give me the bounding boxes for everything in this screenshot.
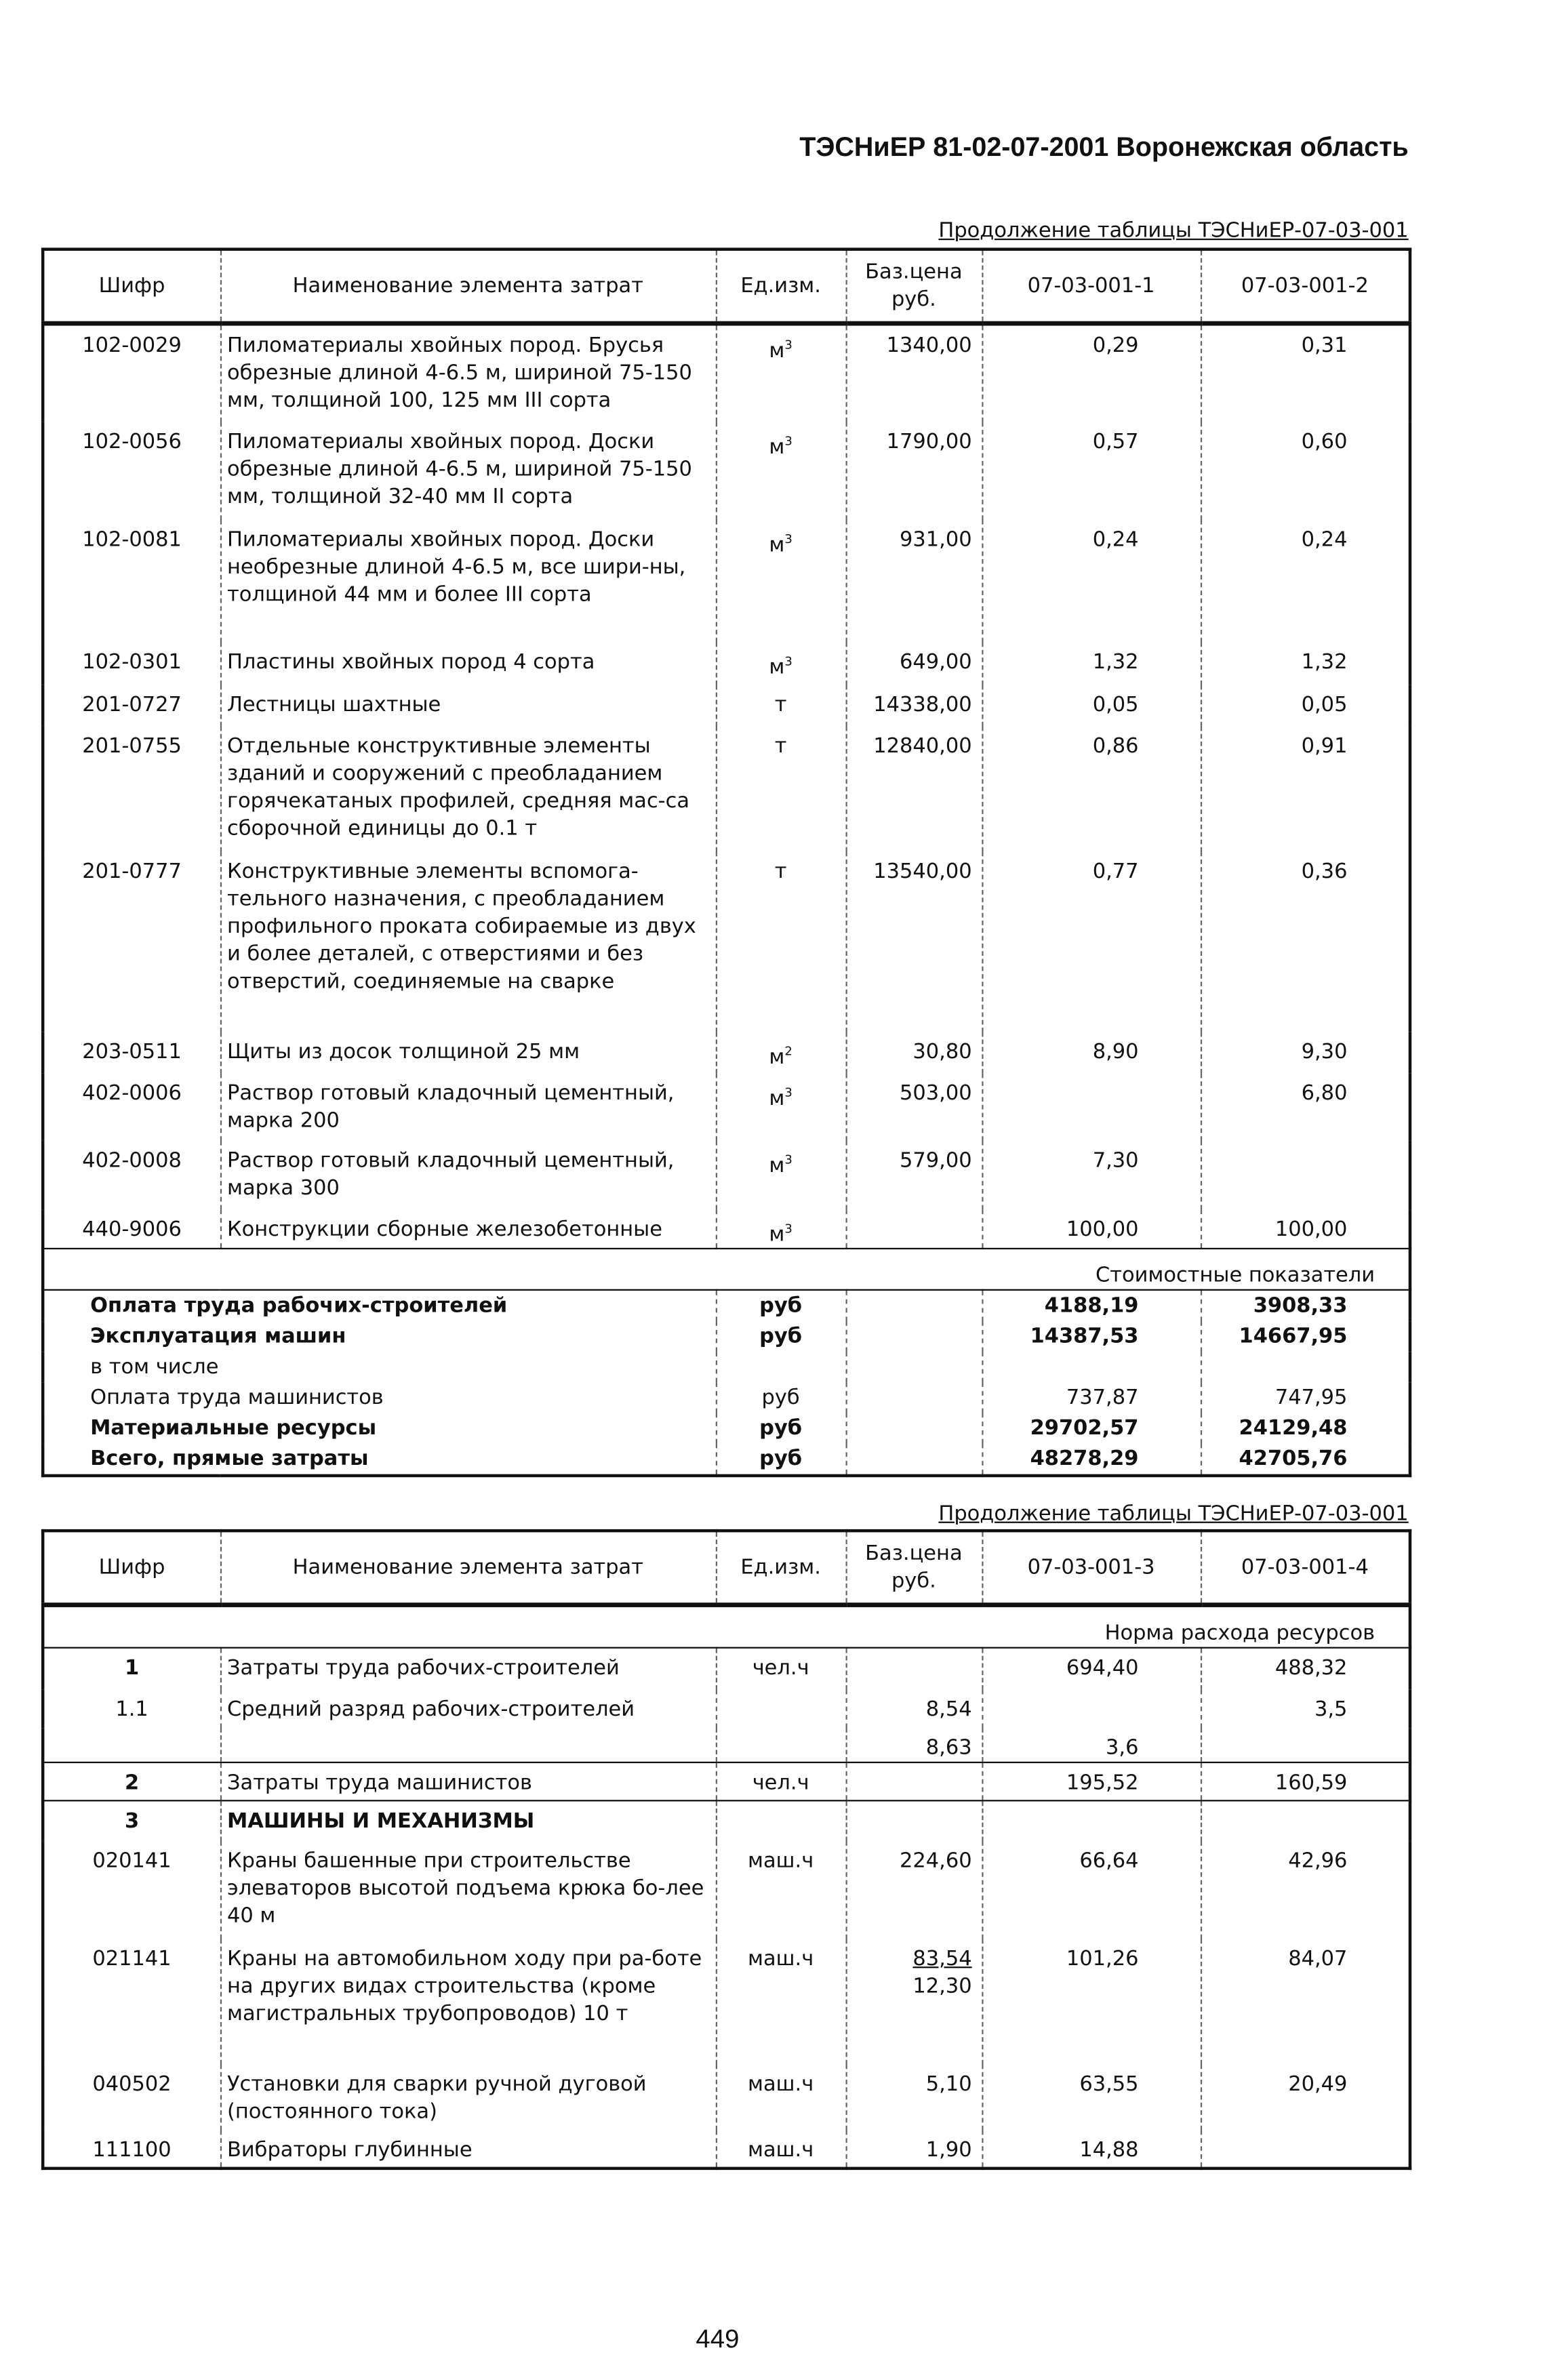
table-row (43, 1032, 1410, 1073)
cell-unit (716, 1648, 846, 1689)
unit-text: м (769, 434, 785, 459)
cell-code: 1.1 (115, 1696, 148, 1722)
cell-code: 020141 (92, 1849, 172, 1874)
table-row (43, 851, 1410, 1031)
table-row (43, 1073, 1410, 1140)
cell-name: Щиты из досок толщиной 25 мм (220, 1032, 716, 1073)
cell-v2: 0,05 (1201, 685, 1410, 726)
cell-v1: 66,64 (982, 1841, 1201, 1939)
table-row (43, 2130, 1410, 2168)
cell-v1: 0,57 (982, 422, 1201, 519)
cost-value-1: 737,87 (982, 1382, 1201, 1413)
table-row (43, 422, 1410, 519)
cell-code: 040502 (92, 2072, 172, 2097)
cell-unit (716, 2130, 846, 2168)
section-row (43, 1249, 1410, 1290)
column-header-v1: 07-03-001-1 (982, 249, 1201, 323)
table-row (43, 1939, 1410, 2064)
cell-code: 201-0727 (82, 691, 182, 717)
unit-text: т (774, 691, 787, 717)
table-row (43, 1727, 1410, 1762)
cell-name: Затраты труда рабочих-строителей (220, 1648, 716, 1689)
column-header-code: Шифр (43, 249, 220, 323)
cell-unit (716, 519, 846, 641)
cell-v2: 100,00 (1201, 1209, 1410, 1249)
cell-v2: 84,07 (1201, 1939, 1410, 2064)
cell-price: 5,10 (846, 2064, 982, 2130)
unit-text: м (769, 1152, 785, 1178)
cell-unit (716, 685, 846, 726)
cell-v1: 195,52 (982, 1762, 1201, 1800)
cell-v1: 8,90 (982, 1032, 1201, 1073)
table-row (43, 1209, 1410, 1249)
cell-v1: 100,00 (982, 1209, 1201, 1249)
resource-table-1 (41, 247, 1411, 1477)
price-value-secondary: 12,30 (912, 1974, 972, 1999)
cost-unit (716, 1352, 846, 1382)
cell-name: Конструкции сборные железобетонные (220, 1209, 716, 1249)
cost-row (43, 1444, 1410, 1476)
cost-name: Всего, прямые затраты (90, 1447, 369, 1472)
unit-exponent: 3 (784, 338, 792, 352)
cell-price: 30,80 (846, 1032, 982, 1073)
cell-unit (716, 641, 846, 684)
cell-code: 021141 (92, 1946, 172, 1971)
cost-price (846, 1352, 982, 1382)
cell-unit (716, 1032, 846, 1073)
cell-v1: 0,77 (982, 851, 1201, 1031)
cell-name: Средний разряд рабочих-строителей (220, 1689, 716, 1727)
cost-value-2: 42705,76 (1201, 1444, 1410, 1476)
section-label: Стоимостные показатели (43, 1249, 1410, 1290)
document-title: ТЭСНиЕР 81-02-07-2001 Воронежская область (799, 132, 1409, 163)
column-header-v2: 07-03-001-2 (1201, 249, 1410, 323)
unit-text: т (774, 858, 787, 883)
cell-v1 (982, 1689, 1201, 1727)
cell-unit (716, 851, 846, 1031)
cell-name: Пиломатериалы хвойных пород. Доски обрезные длиной 4-6.5 м, шириной 75-150 мм, толщиной 32-40 мм II сорта (220, 422, 716, 519)
table-row (43, 685, 1410, 726)
cell-v1: 63,55 (982, 2064, 1201, 2130)
unit-text: м (769, 1085, 785, 1110)
cell-code: 111100 (92, 2137, 172, 2162)
cell-v1: 0,29 (982, 323, 1201, 421)
cost-name: Материальные ресурсы (90, 1415, 377, 1441)
cell-price (846, 1800, 982, 1841)
cost-value-1: 14387,53 (982, 1321, 1201, 1352)
cell-unit (716, 1727, 846, 1762)
cell-name: Затраты труда машинистов (220, 1762, 716, 1800)
cell-name: Конструктивные элементы вспомога-тельного назначения, с преобладанием профильного проката собираемые из двух и более деталей, с отверстиями и без отверстий, соединяемые на сварке (220, 851, 716, 1031)
cost-price (846, 1444, 982, 1476)
cell-v1: 3,6 (982, 1727, 1201, 1762)
cell-v1: 0,05 (982, 685, 1201, 726)
column-header-name: Наименование элемента затрат (220, 1531, 716, 1605)
cell-v2: 1,32 (1201, 641, 1410, 684)
cell-price: 8,63 (846, 1727, 982, 1762)
cost-value-1: 4188,19 (982, 1290, 1201, 1321)
cell-code: 102-0081 (82, 527, 182, 552)
cell-v2 (1201, 1140, 1410, 1209)
cell-v2 (1201, 1800, 1410, 1841)
cell-v2: 20,49 (1201, 2064, 1410, 2130)
unit-text: чел.ч (752, 1770, 809, 1795)
unit-text: м (769, 1222, 785, 1247)
cell-v1: 7,30 (982, 1140, 1201, 1209)
cell-name: Раствор готовый кладочный цементный, марка 200 (220, 1073, 716, 1140)
cell-name: Краны на автомобильном ходу при ра-боте на других видах строительства (кроме магистральных трубопроводов) 10 т (220, 1939, 716, 2064)
cell-unit (716, 422, 846, 519)
cell-v2: 3,5 (1201, 1689, 1410, 1727)
unit-exponent: 2 (784, 1043, 792, 1057)
cell-code: 3 (43, 1800, 220, 1841)
table-row (43, 519, 1410, 641)
resource-table-2 (41, 1529, 1411, 2170)
cost-value-1 (982, 1352, 1201, 1382)
cost-value-2: 14667,95 (1201, 1321, 1410, 1352)
cell-code: 440-9006 (82, 1216, 182, 1241)
cell-name: Лестницы шахтные (220, 685, 716, 726)
table-row (43, 323, 1410, 421)
cell-name: Установки для сварки ручной дуговой (постоянного тока) (220, 2064, 716, 2130)
cost-value-2: 747,95 (1201, 1382, 1410, 1413)
table-row (43, 1762, 1410, 1800)
cell-v1: 1,32 (982, 641, 1201, 684)
cell-code: 102-0301 (82, 649, 182, 674)
column-header-unit: Ед.изм. (716, 249, 846, 323)
cell-price: 503,00 (846, 1073, 982, 1140)
cell-price: 224,60 (846, 1841, 982, 1939)
table-row (43, 725, 1410, 851)
cost-name: Оплата труда машинистов (90, 1385, 384, 1410)
cost-name: Оплата труда рабочих-строителей (90, 1293, 508, 1318)
cell-v1: 14,88 (982, 2130, 1201, 2168)
cell-code: 102-0029 (82, 333, 182, 358)
unit-exponent: 3 (784, 1221, 792, 1235)
cell-v1 (982, 1800, 1201, 1841)
price-value: 83,54 (912, 1946, 972, 1971)
cell-price: 931,00 (846, 519, 982, 641)
cost-row (43, 1321, 1410, 1352)
column-header-v2: 07-03-001-4 (1201, 1531, 1410, 1605)
cell-v2: 42,96 (1201, 1841, 1410, 1939)
table-row (43, 1140, 1410, 1209)
cell-name: Пиломатериалы хвойных пород. Брусья обрезные длиной 4-6.5 м, шириной 75-150 мм, толщиной 100, 125 мм III сорта (220, 323, 716, 421)
cost-price (846, 1290, 982, 1321)
cell-name: Раствор готовый кладочный цементный, марка 300 (220, 1140, 716, 1209)
column-header-v1: 07-03-001-3 (982, 1531, 1201, 1605)
cell-price: 13540,00 (846, 851, 982, 1031)
cell-price: 579,00 (846, 1140, 982, 1209)
cell-code: 203-0511 (82, 1038, 182, 1064)
cell-price: 12840,00 (846, 725, 982, 851)
cell-code: 1 (124, 1656, 140, 1681)
column-header-name: Наименование элемента затрат (220, 249, 716, 323)
cell-price (846, 1209, 982, 1249)
cell-unit (716, 1689, 846, 1727)
cell-unit (716, 1073, 846, 1140)
table-row (43, 1648, 1410, 1689)
cell-name: МАШИНЫ И МЕХАНИЗМЫ (220, 1800, 716, 1841)
cell-unit (716, 1800, 846, 1841)
table1-caption: Продолжение таблицы ТЭСНиЕР-07-03-001 (938, 218, 1409, 243)
cost-price (846, 1413, 982, 1443)
section-label: Норма расхода ресурсов (43, 1605, 1410, 1648)
unit-exponent: 3 (784, 653, 792, 668)
cell-price: 649,00 (846, 641, 982, 684)
cost-unit: руб (716, 1413, 846, 1443)
cell-price: 1,90 (846, 2130, 982, 2168)
unit-text: маш.ч (748, 1849, 814, 1874)
cell-unit (716, 1140, 846, 1209)
cost-value-1: 29702,57 (982, 1413, 1201, 1443)
cell-price (846, 1762, 982, 1800)
cost-value-2 (1201, 1352, 1410, 1382)
cell-code: 201-0777 (82, 858, 182, 883)
column-header-code: Шифр (43, 1531, 220, 1605)
cell-v1: 0,24 (982, 519, 1201, 641)
cost-price (846, 1382, 982, 1413)
cost-value-2: 3908,33 (1201, 1290, 1410, 1321)
unit-exponent: 3 (784, 1152, 792, 1167)
cell-code: 2 (43, 1762, 220, 1800)
cell-v2: 6,80 (1201, 1073, 1410, 1140)
table2-caption: Продолжение таблицы ТЭСНиЕР-07-03-001 (938, 1501, 1409, 1527)
cell-price: 1340,00 (846, 323, 982, 421)
cell-code (43, 1727, 220, 1762)
cell-name (220, 1727, 716, 1762)
unit-text: маш.ч (748, 1946, 814, 1971)
cost-row (43, 1382, 1410, 1413)
unit-exponent: 3 (784, 531, 792, 546)
cell-code: 102-0056 (82, 428, 182, 453)
cell-unit (716, 1939, 846, 2064)
cost-row (43, 1413, 1410, 1443)
cost-unit: руб (716, 1382, 846, 1413)
cell-v2 (1201, 2130, 1410, 2168)
cell-v1 (982, 1073, 1201, 1140)
cell-unit (716, 1762, 846, 1800)
cell-v2: 0,60 (1201, 422, 1410, 519)
cell-name: Пиломатериалы хвойных пород. Доски необрезные длиной 4-6.5 м, все шири-ны, толщиной 44 мм и более III сорта (220, 519, 716, 641)
unit-text: м (769, 338, 785, 363)
cell-v1: 694,40 (982, 1648, 1201, 1689)
cell-price: 8,54 (846, 1689, 982, 1727)
unit-exponent: 3 (784, 433, 792, 447)
column-header-price: Баз.цена руб. (846, 1531, 982, 1605)
cell-price: 14338,00 (846, 685, 982, 726)
cost-row (43, 1352, 1410, 1382)
unit-text: маш.ч (748, 2137, 814, 2162)
table-row (43, 1800, 1410, 1841)
section-row (43, 1605, 1410, 1648)
cost-name: Эксплуатация машин (90, 1324, 346, 1349)
page-number: 449 (696, 2324, 740, 2354)
cell-v1: 101,26 (982, 1939, 1201, 2064)
cell-v2: 0,36 (1201, 851, 1410, 1031)
cell-v2: 160,59 (1201, 1762, 1410, 1800)
cell-name: Отдельные конструктивные элементы зданий и сооружений с преобладанием горячекатаных профилей, средняя мас-са сборочной единицы до 0.1 т (220, 725, 716, 851)
cost-unit: руб (716, 1444, 846, 1476)
cell-v2: 0,31 (1201, 323, 1410, 421)
cell-name: Краны башенные при строительстве элеваторов высотой подъема крюка бо-лее 40 м (220, 1841, 716, 1939)
column-header-price: Баз.цена руб. (846, 249, 982, 323)
cell-unit (716, 725, 846, 851)
table-row (43, 1689, 1410, 1727)
cost-name: в том числе (90, 1354, 219, 1379)
cell-unit (716, 1209, 846, 1249)
cell-price (846, 1648, 982, 1689)
cost-price (846, 1321, 982, 1352)
cost-unit: руб (716, 1321, 846, 1352)
cell-v2: 488,32 (1201, 1648, 1410, 1689)
unit-text: м (769, 654, 785, 679)
unit-text: т (774, 733, 787, 758)
cell-unit (716, 323, 846, 421)
unit-text: чел.ч (752, 1656, 809, 1681)
column-header-unit: Ед.изм. (716, 1531, 846, 1605)
cell-price: 1790,00 (846, 422, 982, 519)
cell-unit (716, 1841, 846, 1939)
cell-v2 (1201, 1727, 1410, 1762)
cell-unit (716, 2064, 846, 2130)
unit-exponent: 3 (784, 1085, 792, 1099)
unit-text: м (769, 1044, 785, 1069)
cost-row (43, 1290, 1410, 1321)
table-row (43, 1841, 1410, 1939)
cell-price (846, 1939, 982, 2064)
cell-name: Вибраторы глубинные (220, 2130, 716, 2168)
table-row (43, 2064, 1410, 2130)
cell-v1: 0,86 (982, 725, 1201, 851)
table-row (43, 641, 1410, 684)
cell-v2: 0,24 (1201, 519, 1410, 641)
cell-code: 402-0008 (82, 1148, 182, 1173)
cell-name: Пластины хвойных пород 4 сорта (220, 641, 716, 684)
cell-v2: 9,30 (1201, 1032, 1410, 1073)
cost-value-1: 48278,29 (982, 1444, 1201, 1476)
cell-v2: 0,91 (1201, 725, 1410, 851)
cell-code: 201-0755 (82, 733, 182, 758)
cell-code: 402-0006 (82, 1080, 182, 1105)
cost-value-2: 24129,48 (1201, 1413, 1410, 1443)
unit-text: маш.ч (748, 2072, 814, 2097)
unit-text: м (769, 532, 785, 557)
cost-unit: руб (716, 1290, 846, 1321)
